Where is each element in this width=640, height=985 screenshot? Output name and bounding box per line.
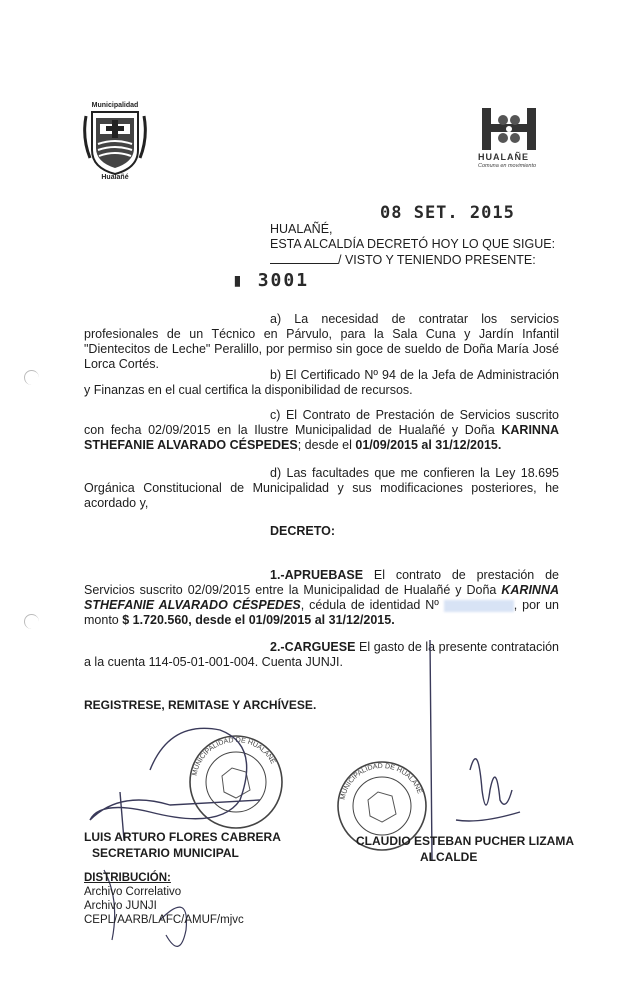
place-line: HUALAÑÉ, [270, 222, 333, 236]
visto-text: / VISTO Y TENIENDO PRESENTE: [338, 253, 536, 267]
article-1-text-a: El contrato de prestación de Servicios suscrito 02/09/2015 entre la Municipalidad de Hualañé y Doña [84, 568, 559, 597]
decree-intro-line: ESTA ALCALDÍA DECRETÓ HOY LO QUE SIGUE: [270, 237, 556, 251]
mayor-title: ALCALDE [420, 850, 478, 864]
distribution-heading: DISTRIBUCIÓN: [84, 872, 171, 884]
contract-dates: 01/09/2015 al 31/12/2015. [355, 438, 502, 452]
article-2-text: El gasto de la presente contratación a la cuenta 114-05-01-001-004. Cuenta JUNJI. [84, 640, 559, 669]
secretary-seal-icon [190, 736, 282, 828]
article-1-text-b: , cédula de identidad Nº [300, 598, 444, 612]
svg-text:MUNICIPALIDAD DE HUALAÑÉ: MUNICIPALIDAD DE HUALAÑÉ [191, 736, 277, 777]
article-1-name: KARINNA STHEFANIE ALVARADO CÉSPEDES [84, 583, 559, 612]
binder-hole-mark [24, 370, 39, 385]
commune-name: HUALAÑE [478, 152, 529, 162]
commune-tagline: Comuna en movimiento [478, 163, 537, 169]
mayor-name: CLAUDIO ESTEBAN PUCHER LIZAMA [356, 834, 574, 848]
svg-text:MUNICIPALIDAD DE HUALAÑÉ: MUNICIPALIDAD DE HUALAÑÉ [339, 762, 423, 801]
svg-text:Municipalidad: Municipalidad [91, 102, 139, 109]
consideration-b: b) El Certificado Nº 94 de la Jefa de Administración y Finanzas en el cual certifica la disponibilidad de recursos. [84, 368, 559, 397]
closing-line: REGISTRESE, REMITASE Y ARCHÍVESE. [84, 698, 317, 712]
secretary-name: LUIS ARTURO FLORES CABRERA [84, 830, 281, 844]
article-2-head: 2.-CARGUESE [270, 640, 356, 654]
contractor-name: KARINNA STHEFANIE ALVARADO CÉSPEDES [84, 423, 559, 452]
decree-number: 3001 [257, 270, 310, 291]
decreto-heading: DECRETO: [270, 524, 336, 538]
consideration-c-mid: ; desde el [297, 438, 356, 452]
distribution-item: CEPL/AARB/LAFC/AMUF/mjvc [84, 914, 244, 926]
consideration-c-text: c) El Contrato de Prestación de Servicios suscrito con fecha 02/09/2015 en la Ilustre Municipalidad de Hualañé y Doña [84, 408, 559, 437]
number-prefix-mark: ▮ [232, 270, 258, 291]
consideration-d: d) Las facultades que me confieren la Ley 18.695 Orgánica Constitucional de Municipalidad y sus modificaciones posteriores, he acordado y, [84, 466, 559, 510]
secretary-title: SECRETARIO MUNICIPAL [92, 846, 239, 860]
secretary-signature-icon [90, 728, 260, 840]
article-1-text-c: , por un monto [84, 598, 559, 627]
consideration-a: a) La necesidad de contratar los servicios profesionales de un Técnico en Párvulo, para la Sala Cuna y Jardín Infantil "Dientecitos de Leche" Peralillo, por permiso sin goce de sueldo de Doña María José Lorca Cortés. [84, 312, 559, 371]
distribution-item: Archivo Correlativo [84, 886, 182, 898]
article-1-head: 1.-APRUEBASE [270, 568, 364, 582]
date-stamp: 08 SET. 2015 [380, 203, 515, 223]
svg-text:Hualañé: Hualañé [101, 174, 129, 180]
article-1-amount: $ 1.720.560, desde el 01/09/2015 al 31/12/2015. [122, 613, 395, 627]
distribution-item: Archivo JUNJI [84, 900, 157, 912]
mayor-signature-icon [430, 640, 520, 860]
binder-hole-mark [24, 614, 39, 629]
